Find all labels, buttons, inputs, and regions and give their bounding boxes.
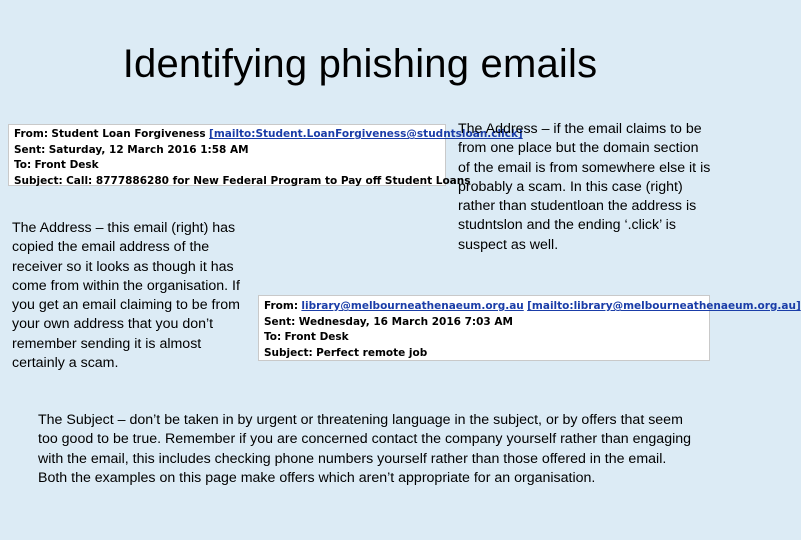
- subject-value: Perfect remote job: [316, 346, 428, 359]
- subject-explanation-paragraph: The Subject – don’t be taken in by urgent or threatening language in the subject, or by offers that seem too good to be true. Remember if you are concerned contact the company yourself rather than engaging with the email, this includes checking phone numbers yourself rather than those offered in the email.: [38, 412, 692, 467]
- to-label: To:: [264, 331, 282, 343]
- email-sent-row: [264, 315, 704, 331]
- sent-label: Sent:: [14, 143, 46, 156]
- subject-label: Subject:: [14, 174, 63, 187]
- sent-value: Saturday, 12 March 2016 1:58 AM: [48, 143, 249, 156]
- from-mailto-link[interactable]: [mailto:Student.LoanForgiveness@studntsloan.click]: [209, 128, 523, 140]
- email-from-row: [264, 299, 801, 315]
- email-from-row: [14, 127, 523, 143]
- from-mailto-link[interactable]: [mailto:library@melbourneathenaeum.org.au]: [527, 300, 801, 312]
- from-name: Student Loan Forgiveness: [51, 128, 206, 140]
- email-subject-row: [264, 346, 704, 362]
- sent-label: Sent:: [264, 315, 296, 328]
- to-value: Front Desk: [34, 159, 99, 171]
- email-subject-row: [14, 174, 471, 190]
- slide-title: Identifying phishing emails: [122, 42, 598, 86]
- email-sent-row: [14, 143, 440, 159]
- examples-summary-paragraph: Both the examples on this page make offers which aren’t appropriate for an organisation.: [38, 469, 596, 486]
- email-header-screenshot-student-loan: [8, 124, 523, 187]
- address-explanation-right: The Address – if the email claims to be from one place but the domain section of the email is from somewhere else it is probably a scam. In this case (right) rather than studentloan the address is studntslon and the ending ‘.click’ is suspect as well.: [458, 121, 711, 253]
- address-explanation-left: The Address – this email (right) has copied the email address of the receiver so it looks as though it has come from within the organisation. If you get an email claiming to be from your own address that you don’t remember sending it is almost certainly a scam.: [12, 220, 240, 372]
- to-value: Front Desk: [284, 331, 349, 343]
- email-header-screenshot-remote-job: [258, 295, 801, 361]
- subject-explanation: [38, 411, 698, 488]
- from-label: From:: [14, 128, 49, 140]
- subject-label: Subject:: [264, 346, 313, 359]
- subject-value: Call: 8777886280 for New Federal Program to Pay off Student Loans: [66, 174, 471, 187]
- to-label: To:: [14, 159, 32, 171]
- from-address-link[interactable]: library@melbourneathenaeum.org.au: [301, 300, 524, 312]
- sent-value: Wednesday, 16 March 2016 7:03 AM: [298, 315, 513, 328]
- from-label: From:: [264, 300, 299, 312]
- email-to-row: [264, 330, 704, 346]
- email-to-row: [14, 158, 440, 174]
